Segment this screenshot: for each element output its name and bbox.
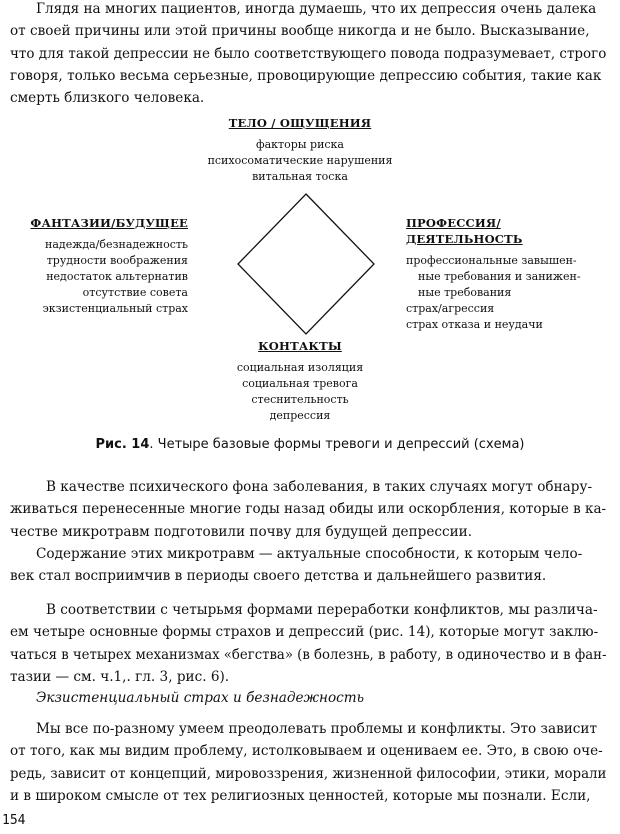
diagram-item: социальная тревога bbox=[242, 377, 358, 390]
text-line: В соответствии с четырьмя формами переработки конфликтов, мы различа- bbox=[46, 602, 598, 618]
text-line: смерть близкого человека. bbox=[10, 90, 205, 107]
figure-caption bbox=[0, 437, 620, 452]
text-line: век стал восприимчив в периоды своего детства и дальнейшего развития. bbox=[10, 568, 547, 585]
text-line: Глядя на многих пациентов, иногда думаешь, что их депрессия очень далека bbox=[36, 1, 597, 17]
section-heading: Экзистенциальный страх и безнадежность bbox=[36, 690, 365, 706]
intro-paragraph bbox=[10, 0, 606, 109]
text-line: тазии — см. ч.1,. гл. 3, рис. 6). bbox=[10, 668, 230, 685]
diamond-shape bbox=[236, 192, 376, 336]
text-line: честве микротравм подготовили почву для будущей депрессии. bbox=[10, 523, 473, 540]
text-line: что для такой депрессии не было соответствующего повода подразумевает, строго bbox=[10, 45, 607, 62]
diagram-item: экзистенциальный страх bbox=[42, 302, 188, 315]
paragraph-microtrauma bbox=[10, 543, 606, 588]
diagram-item: надежда/безнадежность bbox=[45, 238, 188, 251]
diagram-item: факторы риска bbox=[255, 138, 344, 151]
diagram-item: депрессия bbox=[269, 409, 331, 422]
paragraph-overcoming-problems bbox=[10, 718, 606, 807]
diagram-item: трудности воображения bbox=[46, 254, 188, 267]
caption-label: Рис. 14 bbox=[95, 437, 150, 452]
text-line: Содержание этих микротравм — актуальные способности, к которым чело- bbox=[36, 546, 583, 562]
diagram-right-block bbox=[406, 215, 616, 333]
caption-text: . Четыре базовые формы тревоги и депрессий (схема) bbox=[149, 437, 525, 452]
text-line: от того, как мы видим проблему, истолковываем и оцениваем ее. Это, в свою оче- bbox=[10, 743, 603, 760]
text-line: Мы все по-разному умеем преодолевать проблемы и конфликты. Это зависит bbox=[36, 721, 597, 737]
text-line: говоря, только весьма серьезные, провоцирующие депрессию события, такие как bbox=[10, 67, 602, 84]
diagram-top-block bbox=[180, 115, 420, 185]
diagram-item: страх/агрессия bbox=[406, 302, 495, 315]
text-line: ем четыре основные формы страхов и депрессий (рис. 14), которые могут заклю- bbox=[10, 624, 599, 641]
diagram-item: стеснительность bbox=[251, 393, 349, 406]
diagram-item: страх отказа и неудачи bbox=[406, 318, 543, 331]
diagram-item: психосоматические нарушения bbox=[207, 154, 393, 167]
diagram-item: витальная тоска bbox=[252, 170, 348, 183]
diagram-right-title: ПРОФЕССИЯ/ДЕЯТЕЛЬНОСТЬ bbox=[406, 216, 523, 246]
diagram-item: отсутствие совета bbox=[82, 286, 188, 299]
diagram-item: социальная изоляция bbox=[236, 361, 364, 374]
diagram-item: недостаток альтернатив bbox=[46, 270, 188, 283]
text-line: от своей причины или этой причины вообще никогда и не было. Высказывание, bbox=[10, 23, 590, 40]
diagram-top-title: ТЕЛО / ОЩУЩЕНИЯ bbox=[228, 116, 372, 130]
diagram-left-block bbox=[8, 215, 188, 317]
text-line: живаться перенесенные многие годы назад обиды или оскорбления, которые в ка- bbox=[10, 501, 607, 518]
text-line: редь, зависит от концепций, мировоззрения, жизненной философии, этики, морали bbox=[10, 765, 607, 782]
text-line: чаться в четырех механизмах «бегства» (в болезнь, в работу, в одиночество и в фан- bbox=[10, 646, 607, 663]
diagram-item: ные требования bbox=[418, 286, 512, 299]
text-line: В качестве психического фона заболевания, в таких случаях могут обнару- bbox=[46, 479, 593, 495]
diagram-item: ные требования и занижен- bbox=[418, 270, 581, 283]
diagram-left-title: ФАНТАЗИИ/БУДУЩЕЕ bbox=[30, 216, 188, 230]
diagram-bottom-title: КОНТАКТЫ bbox=[258, 339, 342, 353]
diagram-item: профессиональные завышен- bbox=[406, 254, 577, 267]
paragraph-psych-background bbox=[10, 476, 606, 543]
page-number: 154 bbox=[2, 813, 26, 828]
diagram-bottom-block bbox=[180, 338, 420, 424]
paragraph-four-forms bbox=[10, 599, 606, 688]
text-line: и в широком смысле от тех религиозных ценностей, которые мы познали. Если, bbox=[10, 787, 591, 804]
